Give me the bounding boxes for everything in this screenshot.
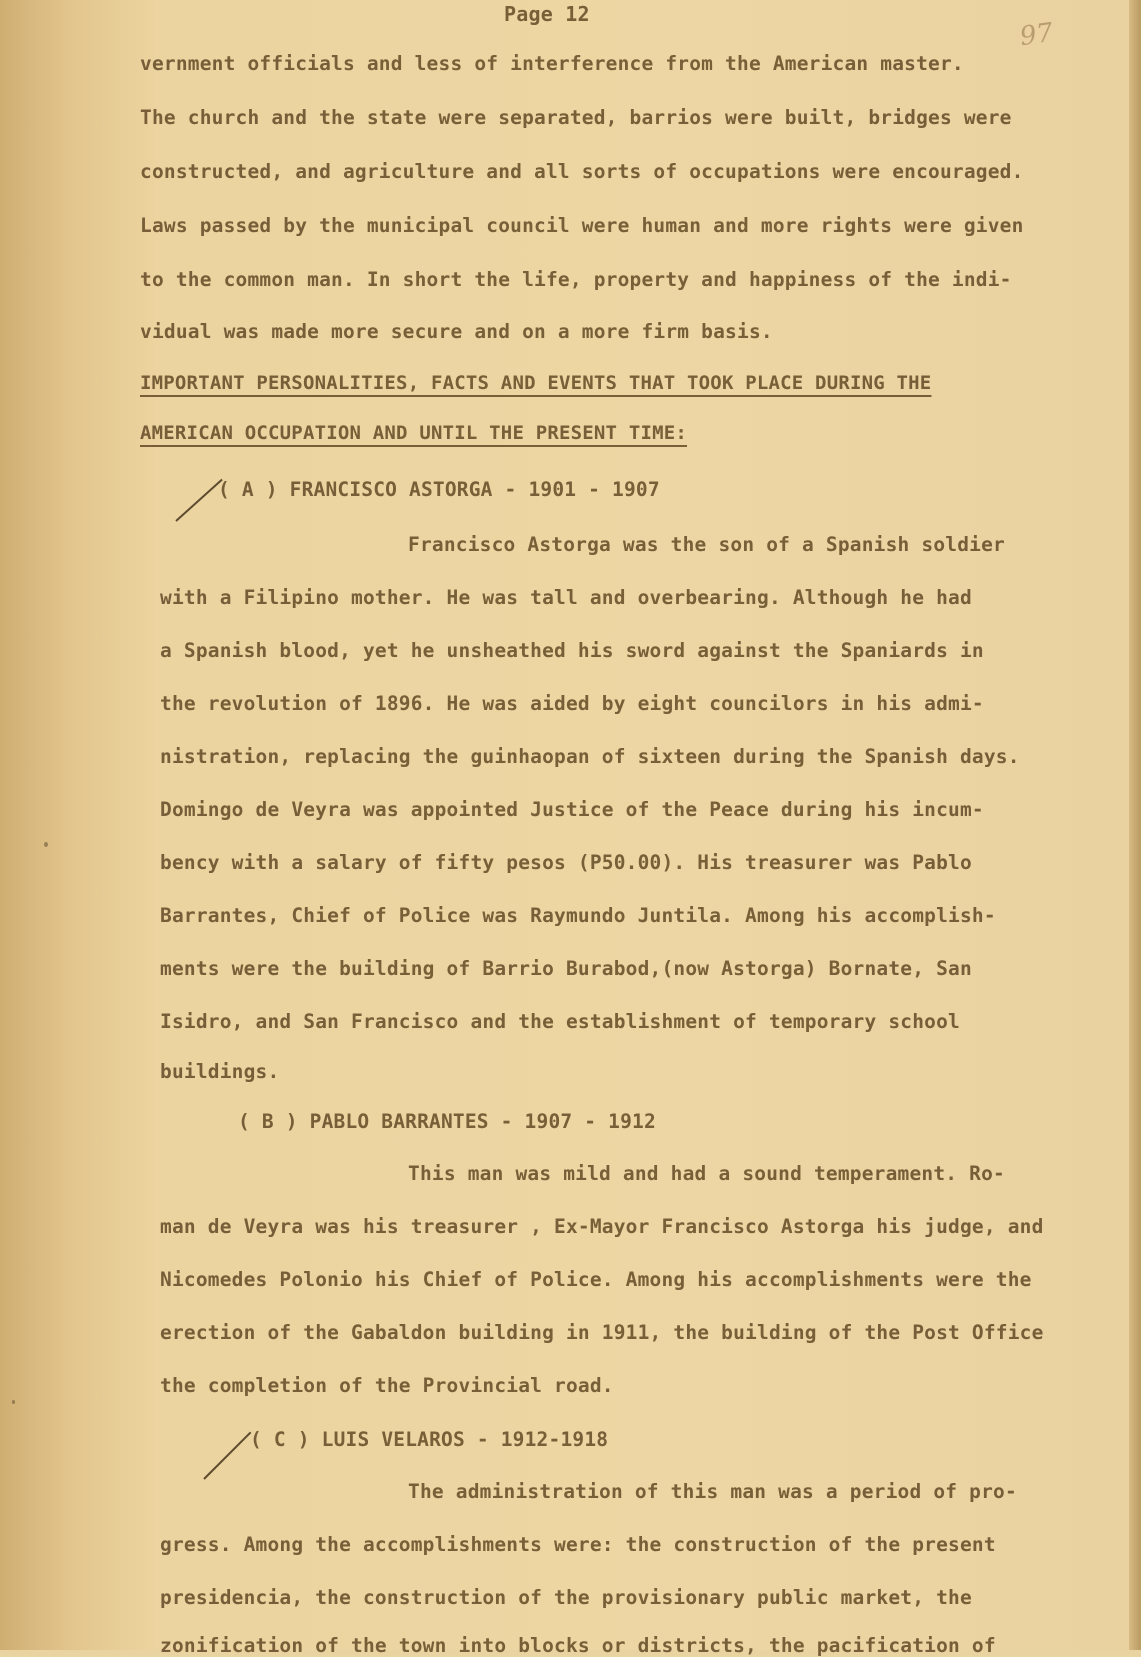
- entry-b-line: This man was mild and had a sound temperament. Ro-: [408, 1162, 1005, 1185]
- paper-speck: [12, 1400, 15, 1404]
- entry-a-line: Isidro, and San Francisco and the establishment of temporary school: [160, 1010, 960, 1033]
- text-line: constructed, and agriculture and all sorts of occupations were encouraged.: [140, 160, 1024, 183]
- paper-speck: [44, 842, 48, 847]
- entry-title-b: ( B ) PABLO BARRANTES - 1907 - 1912: [238, 1110, 656, 1133]
- entry-a-line: with a Filipino mother. He was tall and overbearing. Although he had: [160, 586, 972, 609]
- entry-a-line: Barrantes, Chief of Police was Raymundo Juntila. Among his accomplish-: [160, 904, 996, 927]
- page-edge: [1129, 0, 1141, 1650]
- entry-b-line: Nicomedes Polonio his Chief of Police. Among his accomplishments were the: [160, 1268, 1032, 1291]
- text-line: Laws passed by the municipal council were human and more rights were given: [140, 214, 1024, 237]
- entry-a-line: bency with a salary of fifty pesos (P50.00). His treasurer was Pablo: [160, 851, 972, 874]
- entry-title-c: ( C ) LUIS VELAROS - 1912-1918: [250, 1428, 609, 1451]
- entry-b-line: the completion of the Provincial road.: [160, 1374, 614, 1397]
- entry-a-line: Francisco Astorga was the son of a Spanish soldier: [408, 533, 1005, 556]
- text-line: vernment officials and less of interference from the American master.: [140, 52, 964, 75]
- entry-b-line: erection of the Gabaldon building in 1911, the building of the Post Office: [160, 1321, 1044, 1344]
- entry-a-line: the revolution of 1896. He was aided by eight councilors in his admi-: [160, 692, 984, 715]
- entry-c-line: gress. Among the accomplishments were: the construction of the present: [160, 1533, 996, 1556]
- entry-title-a: ( A ) FRANCISCO ASTORGA - 1901 - 1907: [218, 478, 660, 501]
- entry-b-line: man de Veyra was his treasurer , Ex-Mayor Francisco Astorga his judge, and: [160, 1215, 1044, 1238]
- page-label: Page 12: [504, 2, 590, 26]
- entry-c-line: zonification of the town into blocks or districts, the pacification of: [160, 1634, 996, 1657]
- text-line: vidual was made more secure and on a more firm basis.: [140, 320, 773, 343]
- entry-a-line: Domingo de Veyra was appointed Justice of the Peace during his incum-: [160, 798, 984, 821]
- entry-a-line: ments were the building of Barrio Burabod,(now Astorga) Bornate, San: [160, 957, 972, 980]
- section-heading-line-1: IMPORTANT PERSONALITIES, FACTS AND EVENTS THAT TOOK PLACE DURING THE: [140, 372, 932, 394]
- entry-c-line: presidencia, the construction of the provisionary public market, the: [160, 1586, 972, 1609]
- section-heading-line-2: AMERICAN OCCUPATION AND UNTIL THE PRESENT TIME:: [140, 422, 688, 444]
- entry-c-line: The administration of this man was a period of pro-: [408, 1480, 1017, 1503]
- handwritten-page-number: 97: [1018, 17, 1056, 53]
- text-line: The church and the state were separated, barrios were built, bridges were: [140, 106, 1012, 129]
- entry-a-line: buildings.: [160, 1060, 280, 1083]
- entry-a-line: nistration, replacing the guinhaopan of sixteen during the Spanish days.: [160, 745, 1020, 768]
- entry-a-line: a Spanish blood, yet he unsheathed his sword against the Spaniards in: [160, 639, 984, 662]
- text-line: to the common man. In short the life, property and happiness of the indi-: [140, 268, 1012, 291]
